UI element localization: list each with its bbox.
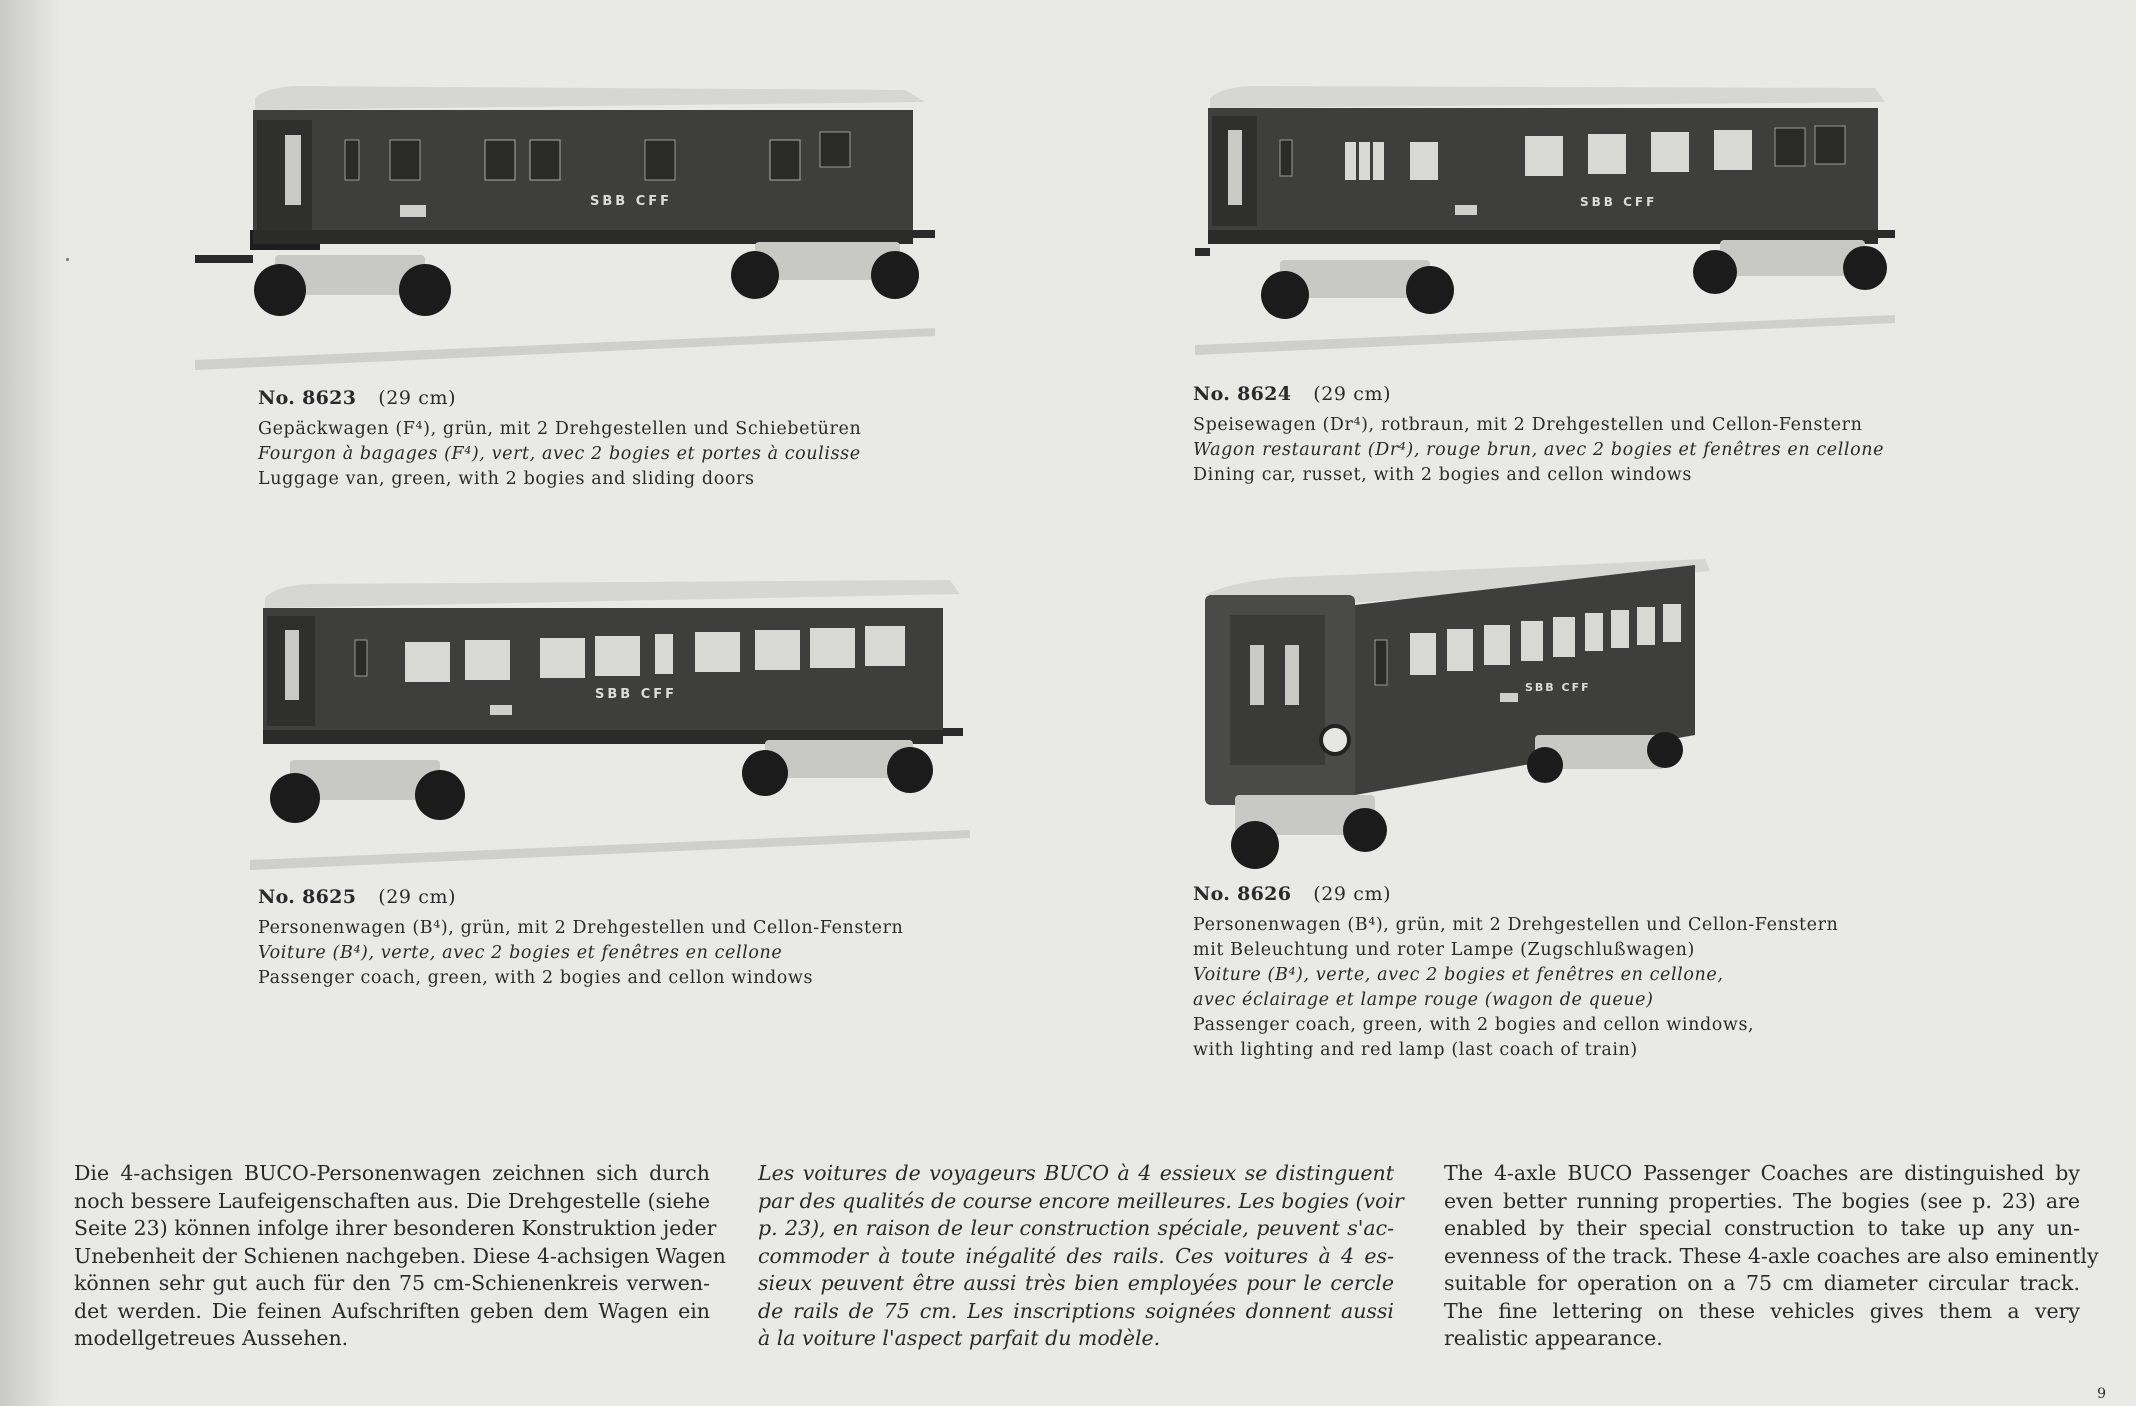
text-line: enabled by their special construction to take up any un- <box>1444 1216 2080 1240</box>
car-lettering-8624: SBB CFF <box>1580 195 1658 209</box>
text-line: even better running properties. The bogies (see p. 23) are <box>1444 1188 2080 1213</box>
car-lettering-8623: SBB CFF <box>590 194 673 209</box>
text-line: The 4-axle BUCO Passenger Coaches are distinguished by <box>1444 1161 2080 1185</box>
product-number: No. 8623 <box>258 387 357 409</box>
text-line: evenness of the track. These 4-axle coaches are also eminently <box>1444 1243 2099 1268</box>
text-line: Seite 23) können infolge ihrer besonderen Konstruktion jeder <box>74 1216 717 1240</box>
caption-8624 <box>1193 382 1884 488</box>
product-number: No. 8624 <box>1193 383 1292 405</box>
product-number: No. 8625 <box>258 886 357 908</box>
text-line: noch bessere Laufeigenschaften aus. Die Drehgestelle (siehe <box>74 1188 710 1213</box>
photo-8623-luggage-van <box>195 80 935 370</box>
car-lettering-8625: SBB CFF <box>595 687 678 702</box>
text-line: à la voiture l'aspect parfait du modèle. <box>758 1326 1161 1350</box>
product-size: (29 cm) <box>1313 383 1392 405</box>
description-german: Speisewagen (Dr⁴), rotbraun, mit 2 Drehgestellen und Cellon-Fenstern <box>1193 415 1863 435</box>
caption-8626 <box>1193 882 1838 1063</box>
text-line: modellgetreues Aussehen. <box>74 1326 349 1350</box>
description-french: Wagon restaurant (Dr⁴), rouge brun, avec 2 bogies et fenêtres en cellone <box>1193 440 1885 460</box>
description-french: Fourgon à bagages (F⁴), vert, avec 2 bogies et portes à coulisse <box>258 444 861 464</box>
caption-8625 <box>258 885 903 991</box>
description-english-line-1: Passenger coach, green, with 2 bogies and cellon windows, <box>1193 1015 1755 1035</box>
description-german-line-2: mit Beleuchtung und roter Lampe (Zugschlußwagen) <box>1193 940 1695 960</box>
text-line: können sehr gut auch für den 75 cm-Schienenkreis verwen- <box>74 1271 710 1295</box>
text-line: commoder à toute inégalité des rails. Ces voitures à 4 es- <box>758 1243 1394 1268</box>
text-line: The fine lettering on these vehicles gives them a very <box>1444 1298 2080 1323</box>
body-text-french <box>758 1160 1404 1353</box>
text-line: de rails de 75 cm. Les inscriptions soignées donnent aussi <box>758 1298 1394 1323</box>
description-english: Dining car, russet, with 2 bogies and cellon windows <box>1193 465 1692 485</box>
description-english-line-2: with lighting and red lamp (last coach of train) <box>1193 1040 1638 1060</box>
description-french: Voiture (B⁴), verte, avec 2 bogies et fenêtres en cellone <box>258 943 783 963</box>
text-line: det werden. Die feinen Aufschriften geben dem Wagen ein <box>74 1298 710 1323</box>
text-line: Die 4-achsigen BUCO-Personenwagen zeichnen sich durch <box>74 1161 710 1185</box>
description-german: Personenwagen (B⁴), grün, mit 2 Drehgestellen und Cellon-Fenstern <box>258 918 904 938</box>
photo-8624-dining-car <box>1195 80 1895 360</box>
product-size: (29 cm) <box>378 886 457 908</box>
car-lettering-8626: SBB CFF <box>1525 681 1591 694</box>
description-english: Passenger coach, green, with 2 bogies and cellon windows <box>258 968 814 988</box>
product-size: (29 cm) <box>1313 883 1392 905</box>
product-number: No. 8626 <box>1193 883 1292 905</box>
text-line: par des qualités de course encore meilleures. Les bogies (voir <box>758 1188 1404 1213</box>
product-size: (29 cm) <box>378 387 457 409</box>
page-number: 9 <box>2097 1386 2106 1402</box>
text-line: sieux peuvent être aussi très bien employées pour le cercle <box>758 1271 1394 1295</box>
text-line: realistic appearance. <box>1444 1326 1663 1350</box>
description-german: Gepäckwagen (F⁴), grün, mit 2 Drehgestellen und Schiebetüren <box>258 419 862 439</box>
description-english: Luggage van, green, with 2 bogies and sliding doors <box>258 469 755 489</box>
page-gutter-shadow <box>0 0 60 1406</box>
text-line: suitable for operation on a 75 cm diameter circular track. <box>1444 1271 2080 1295</box>
text-line: Les voitures de voyageurs BUCO à 4 essieux se distinguent <box>758 1161 1394 1185</box>
photo-8625-passenger-coach <box>250 570 970 870</box>
print-speck <box>66 258 69 261</box>
photo-8626-passenger-coach-with-lamp <box>1195 555 1715 875</box>
caption-8623 <box>258 386 861 492</box>
body-text-german <box>74 1160 726 1353</box>
description-french-line-2: avec éclairage et lampe rouge (wagon de queue) <box>1193 990 1654 1010</box>
text-line: p. 23), en raison de leur construction spéciale, peuvent s'ac- <box>758 1216 1394 1240</box>
body-text-english <box>1444 1160 2099 1353</box>
text-line: Unebenheit der Schienen nachgeben. Diese 4-achsigen Wagen <box>74 1243 726 1268</box>
description-french-line-1: Voiture (B⁴), verte, avec 2 bogies et fenêtres en cellone, <box>1193 965 1724 985</box>
description-german-line-1: Personenwagen (B⁴), grün, mit 2 Drehgestellen und Cellon-Fenstern <box>1193 915 1839 935</box>
